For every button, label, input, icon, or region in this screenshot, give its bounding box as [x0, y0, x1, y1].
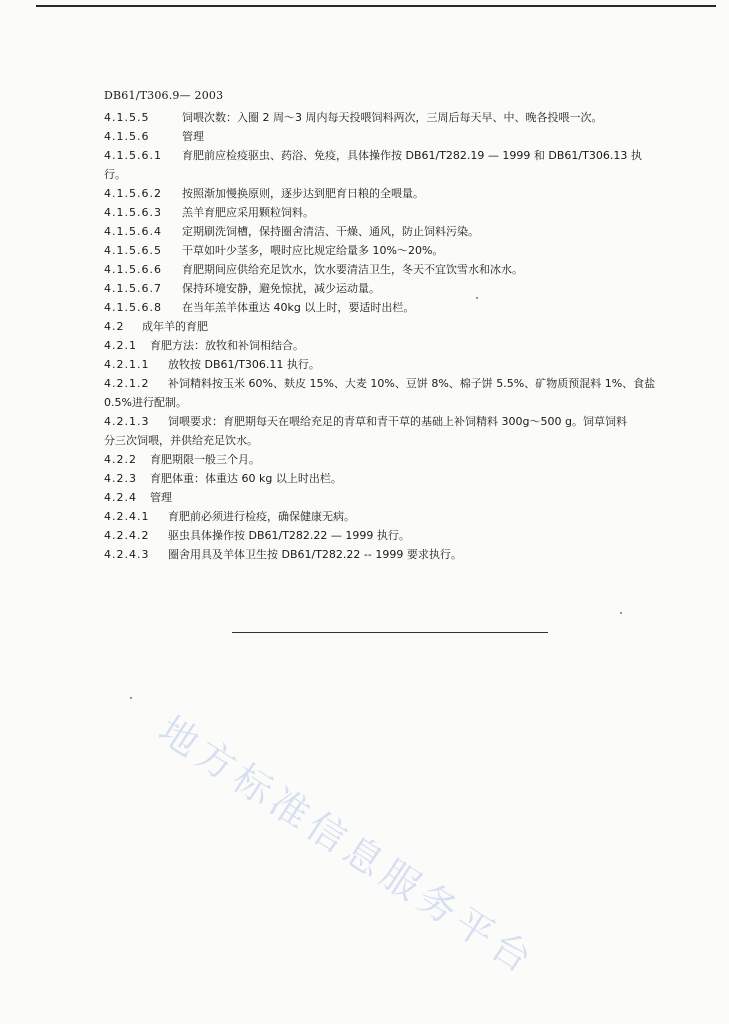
document-id-header: DB61/T306.9— 2003 — [104, 89, 224, 102]
clause-text: 饲喂次数：入圈 2 周～3 周内每天投喂饲料两次，三周后每天早、中、晚各投喂一次。 — [182, 111, 603, 124]
clause-4-1-5-6-3 — [104, 203, 692, 222]
section-title: 成年羊的育肥 — [142, 320, 208, 333]
scan-speck — [476, 297, 478, 299]
clause-4-1-5-6-4 — [104, 222, 692, 241]
clause-4-1-5-6-8 — [104, 298, 692, 317]
document-body — [104, 108, 692, 564]
clause-number: 4.1.5.6.8 — [104, 301, 162, 314]
clause-4-2-3 — [104, 469, 692, 488]
section-4-2 — [104, 317, 692, 336]
clause-text: 驱虫具体操作按 DB61/T282.22 — 1999 执行。 — [168, 529, 410, 542]
clause-text: 圈舍用具及羊体卫生按 DB61/T282.22 -- 1999 要求执行。 — [168, 548, 462, 561]
clause-number: 4.2.4.1 — [104, 510, 150, 523]
clause-number: 4.1.5.6.5 — [104, 244, 162, 257]
clause-number: 4.2.1 — [104, 339, 137, 352]
clause-number: 4.1.5.6.3 — [104, 206, 162, 219]
clause-continuation: 行。 — [104, 168, 126, 181]
clause-number: 4.2.2 — [104, 453, 137, 466]
clause-number: 4.1.5.6.4 — [104, 225, 162, 238]
scan-speck — [130, 697, 132, 699]
clause-number: 4.2.4 — [104, 491, 137, 504]
clause-continuation: 分三次饲喂，并供给充足饮水。 — [104, 434, 258, 447]
clause-number: 4.1.5.6.2 — [104, 187, 162, 200]
clause-4-2-1-2 — [104, 374, 692, 412]
clause-4-1-5-6-1 — [104, 146, 692, 184]
clause-text: 管理 — [182, 130, 204, 143]
clause-number: 4.1.5.6.1 — [104, 149, 162, 162]
clause-text: 定期刷洗饲槽，保持圈舍清洁、干燥、通风，防止饲料污染。 — [182, 225, 479, 238]
clause-text: 管理 — [150, 491, 172, 504]
clause-number: 4.2.1.3 — [104, 415, 150, 428]
clause-4-1-5-5 — [104, 108, 692, 127]
clause-number: 4.1.5.5 — [104, 111, 150, 124]
clause-text: 育肥方法：放牧和补饲相结合。 — [150, 339, 304, 352]
end-of-document-rule — [232, 632, 548, 633]
clause-4-2-4-3 — [104, 545, 692, 564]
clause-text: 羔羊育肥应采用颗粒饲料。 — [182, 206, 314, 219]
clause-4-1-5-6-7 — [104, 279, 692, 298]
clause-text: 育肥期间应供给充足饮水，饮水要清洁卫生，冬天不宜饮雪水和冰水。 — [182, 263, 523, 276]
clause-text: 按照渐加慢换原则，逐步达到肥育日粮的全喂量。 — [182, 187, 424, 200]
clause-number: 4.2.4.3 — [104, 548, 150, 561]
clause-text: 育肥前应检疫驱虫、药浴、免疫，具体操作按 DB61/T282.19 — 1999 和 DB61/T306.13 执 — [182, 149, 642, 162]
clause-text: 在当年羔羊体重达 40kg 以上时，要适时出栏。 — [182, 301, 415, 314]
clause-number: 4.2.4.2 — [104, 529, 150, 542]
clause-text: 保持环境安静，避免惊扰，减少运动量。 — [182, 282, 380, 295]
clause-text: 干草如叶少茎多，喂时应比规定给量多 10%～20%。 — [182, 244, 444, 257]
clause-number: 4.2 — [104, 320, 125, 333]
clause-continuation: 0.5%进行配制。 — [104, 396, 187, 409]
clause-4-2-1 — [104, 336, 692, 355]
clause-number: 4.1.5.6.7 — [104, 282, 162, 295]
clause-4-1-5-6-2 — [104, 184, 692, 203]
clause-4-1-5-6-5 — [104, 241, 692, 260]
clause-4-2-1-3 — [104, 412, 692, 450]
clause-number: 4.1.5.6.6 — [104, 263, 162, 276]
clause-number: 4.2.3 — [104, 472, 137, 485]
clause-4-2-4-2 — [104, 526, 692, 545]
clause-text: 饲喂要求：育肥期每天在喂给充足的青草和青干草的基础上补饲精料 300g～500 g。饲草饲料 — [168, 415, 627, 428]
clause-text: 补饲精料按玉米 60%、麸皮 15%、大麦 10%、豆饼 8%、棉子饼 5.5%、矿物质预混料 1%、食盐 — [168, 377, 656, 390]
top-border-rule — [36, 5, 716, 7]
clause-4-2-4 — [104, 488, 692, 507]
clause-text: 育肥前必须进行检疫，确保健康无病。 — [168, 510, 355, 523]
clause-4-1-5-6-6 — [104, 260, 692, 279]
clause-text: 放牧按 DB61/T306.11 执行。 — [168, 358, 320, 371]
clause-number: 4.2.1.1 — [104, 358, 150, 371]
clause-4-1-5-6 — [104, 127, 692, 146]
clause-number: 4.2.1.2 — [104, 377, 150, 390]
clause-text: 育肥体重：体重达 60 kg 以上时出栏。 — [150, 472, 342, 485]
scan-speck — [620, 612, 622, 614]
clause-4-2-4-1 — [104, 507, 692, 526]
clause-4-2-2 — [104, 450, 692, 469]
clause-4-2-1-1 — [104, 355, 692, 374]
clause-text: 育肥期限一般三个月。 — [150, 453, 260, 466]
watermark-text: 地方标准信息服务平台 — [151, 707, 545, 985]
clause-number: 4.1.5.6 — [104, 130, 150, 143]
